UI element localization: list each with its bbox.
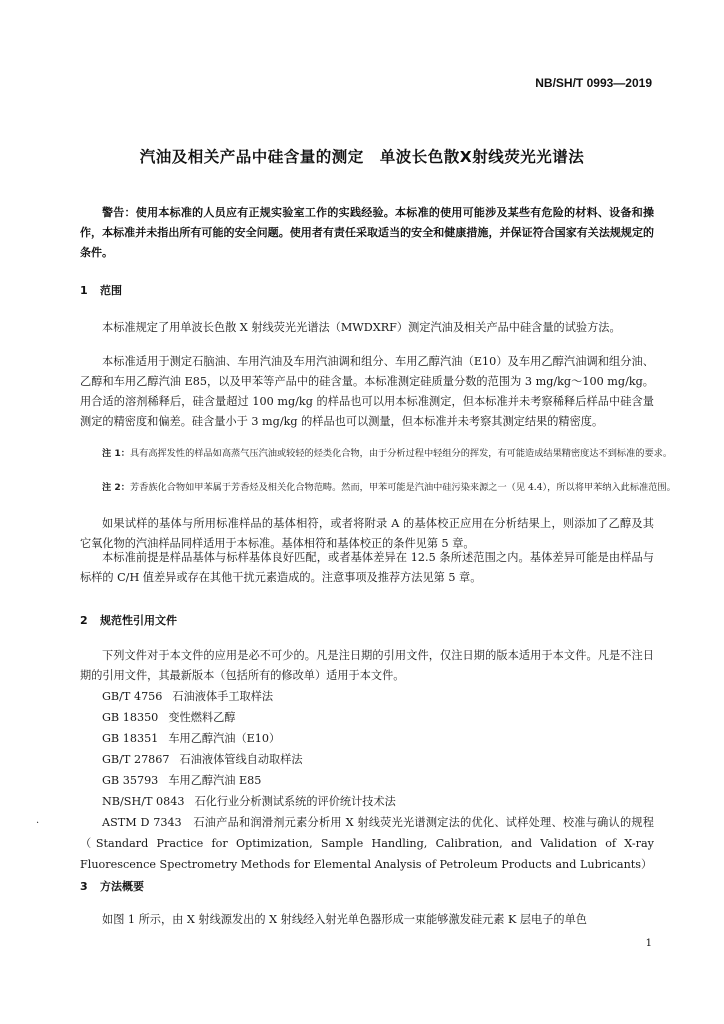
reference-title: 车用乙醇汽油 E85: [168, 774, 262, 787]
paragraph: 下列文件对于本文件的应用是必不可少的。凡是注日期的引用文件，仅注日期的版本适用于本文件。凡是不注日期的引用文件，其最新版本（包括所有的修改单）适用于本文件。: [80, 649, 654, 682]
margin-mark: ·: [36, 818, 40, 829]
reference-item: [80, 749, 654, 770]
reference-list: [80, 686, 654, 875]
note-label: 注 1：: [102, 448, 130, 459]
reference-code: NB/SH/T 0843: [102, 795, 185, 808]
reference-item: [80, 728, 654, 749]
section-number: 3: [80, 880, 88, 893]
note-label: 注 2：: [102, 482, 130, 493]
section-title: 范围: [100, 284, 122, 297]
page-number: 1: [645, 938, 652, 949]
reference-title: 变性燃料乙醇: [168, 711, 236, 724]
reference-item: [80, 791, 654, 812]
paragraph: 本标准适用于测定石脑油、车用汽油及车用汽油调和组分、车用乙醇汽油（E10）及车用乙醇汽油调和组分油、乙醇和车用乙醇汽油 E85，以及甲苯等产品中的硅含量。本标准测定硅质量分数的范围为 3 mg/kg～100 mg/kg。用合适的溶剂稀释后，硅含量超过 100 mg/kg 的样品也可以用本标准测定，但本标准并未考察稀释后样品中硅含量测定的精密度和偏差。硅含量小于 3 mg/kg 的样品也可以测量，但本标准并未考察其测定结果的精密度。: [80, 355, 654, 428]
reference-title: 石油液体管线自动取样法: [179, 753, 303, 766]
reference-code: GB/T 4756: [102, 690, 163, 703]
section-2-heading: [80, 612, 177, 628]
note-2: [102, 480, 682, 496]
reference-code: GB/T 27867: [102, 753, 170, 766]
reference-item-astm: ASTM D 7343 石油产品和润滑剂元素分析用 X 射线荧光光谱测定法的优化、试样处理、校准与确认的规程（Standard Practice for Optimization, Sample Handling, Calibration, and Validation of X-ray Fluorescence Spectrometry Methods for Elemental Analysis of Petroleum Products and Lubricants）: [80, 816, 654, 871]
reference-code: GB 35793: [102, 774, 159, 787]
reference-title: 石油液体手工取样法: [172, 690, 274, 703]
note-text: 芳香族化合物如甲苯属于芳香烃及相关化合物范畴。然而，甲苯可能是汽油中硅污染来源之一（见 4.4），所以将甲苯纳入此标准范围。: [129, 482, 676, 493]
standard-code: NB/SH/T 0993—2019: [535, 76, 652, 90]
page-title: 汽油及相关产品中硅含量的测定 单波长色散X射线荧光光谱法: [139, 148, 585, 166]
reference-item: [80, 707, 654, 728]
section-3-heading: [80, 878, 144, 894]
reference-code: GB 18350: [102, 711, 159, 724]
paragraph: 本标准规定了用单波长色散 X 射线荧光光谱法（MWDXRF）测定汽油及相关产品中硅含量的试验方法。: [102, 321, 621, 334]
reference-title: 车用乙醇汽油（E10）: [168, 732, 281, 745]
safety-warning: 警告：使用本标准的人员应有正规实验室工作的实践经验。本标准的使用可能涉及某些有危险的材料、设备和操作，本标准并未指出所有可能的安全问题。使用者有责任采取适当的安全和健康措施，并保证符合国家有关法规规定的条件。: [80, 206, 654, 259]
note-text: 具有高挥发性的样品如高蒸气压汽油或较轻的烃类化合物，由于分析过程中轻组分的挥发，有可能造成结果精密度达不到标准的要求。: [129, 448, 673, 459]
section-number: 2: [80, 614, 88, 627]
section-1-heading: [80, 282, 122, 298]
reference-item: [80, 770, 654, 791]
reference-item: [80, 686, 654, 707]
section-title: 方法概要: [100, 880, 144, 893]
note-1: [102, 446, 682, 462]
paragraph: 如图 1 所示，由 X 射线源发出的 X 射线经入射光单色器形成一束能够激发硅元素 K 层电子的单色: [102, 913, 587, 926]
paragraph: 本标准前提是样品基体与标样基体良好匹配，或者基体差异在 12.5 条所述范围之内。基体差异可能是由样品与标样的 C/H 值差异或存在其他干扰元素造成的。注意事项及推荐方法见第 5 章。: [80, 551, 654, 584]
paragraph: 如果试样的基体与所用标准样品的基体相符，或者将附录 A 的基体校正应用在分析结果上，则添加了乙醇及其它氧化物的汽油样品同样适用于本标准。基体相符和基体校正的条件见第 5 章。: [80, 517, 654, 550]
reference-code: GB 18351: [102, 732, 159, 745]
section-title: 规范性引用文件: [100, 614, 177, 627]
section-number: 1: [80, 284, 88, 297]
reference-title: 石化行业分析测试系统的评价统计技术法: [194, 795, 396, 808]
